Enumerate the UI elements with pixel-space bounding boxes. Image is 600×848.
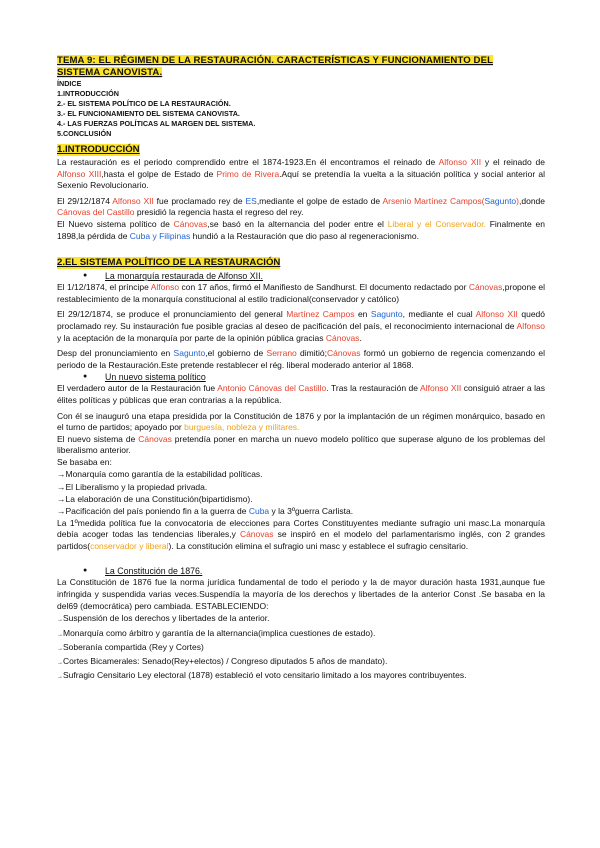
text-run: se inspiró en el modelo del parlamentarismo inglés, con 2 grandes partidos(	[57, 529, 545, 551]
text-run: El nuevo sistema de	[57, 433, 139, 444]
arrow-icon: →	[57, 617, 63, 624]
text-run: El 29/12/1874	[57, 195, 113, 206]
toc-item: 2.- EL SISTEMA POLÍTICO DE LA RESTAURACIÓN.	[57, 99, 231, 108]
section-sistema	[57, 252, 545, 684]
bullet-constitucion	[83, 565, 545, 577]
text-run: Desp del pronunciamiento en	[57, 348, 174, 359]
text-run: El 29/12/1874, se produce el pronunciamiento del general	[57, 309, 287, 320]
list-item	[57, 641, 545, 655]
text-run: consiguió atraer a las élites políticas y públicas que eran contrarias a la república.	[57, 383, 545, 405]
name-serrano: Serrano	[266, 348, 297, 359]
name-alfonso: Alfonso	[516, 320, 545, 331]
name-primo-de-rivera: Primo de Rivera	[216, 168, 280, 179]
text-run: ). La constitución elimina el sufragio uni masc y establece el sufragio censitario.	[168, 540, 469, 551]
place-cuba-filipinas: Cuba y Filipinas	[129, 230, 191, 241]
name-alfonso-xii: Alfonso XII	[438, 157, 482, 167]
text-run: Finalmente en 1898,la pérdida de	[57, 218, 545, 241]
sistema-paragraph-9: La Constitución de 1876 fue la norma jurídica fundamental de todo el periodo y la de mayor duración hasta 1931,aunque fue infringida y suspendida varias veces.Suspendía la mayoría de los derechos y libertades de la anterior Const .Se basaba en la del69 (democrática) pero cambiada. ESTABLECIENDO:	[57, 577, 545, 611]
title-line-1: TEMA 9: EL RÉGIMEN DE LA RESTAURACIÓN. CARACTERÍSTICAS Y FUNCIONAMIENTO DEL	[57, 55, 494, 66]
bullet-label: Un nuevo sistema político	[105, 372, 206, 383]
place-cuba: Cuba	[248, 506, 270, 517]
sistema-paragraph-2	[57, 309, 545, 344]
toc-item: 3.- EL FUNCIONAMIENTO DEL SISTEMA CANOVISTA.	[57, 109, 240, 118]
name-canovas: Cánovas	[468, 282, 503, 293]
text-run: La restauración es el periodo comprendido entre el 1874-1923.En él encontramos el reinado de	[57, 157, 439, 167]
name-canovas: Cánovas	[239, 529, 274, 540]
toc-item: 4.- LAS FUERZAS POLÍTICAS AL MARGEN DEL SISTEMA.	[57, 119, 256, 128]
name-canovas: Cánovas	[138, 433, 172, 444]
name-alfonso-xiii: Alfonso XIII	[57, 168, 102, 179]
table-of-contents	[57, 79, 545, 139]
list-item-text: Monarquía como árbitro y garantía de la alternancia(implica cuestiones de estado).	[63, 627, 376, 638]
list-item-text: Cortes Bicamerales: Senado(Rey+electos) / Congreso diputados 5 años de mandato).	[63, 656, 388, 667]
text-run: (	[481, 195, 485, 206]
name-canovas: Cánovas	[325, 332, 360, 343]
name-canovas: Cánovas	[173, 218, 208, 229]
text-run: .	[359, 332, 362, 343]
sistema-paragraph-8	[57, 518, 545, 553]
list-item: →Monarquía como garantía de la estabilidad políticas.	[57, 469, 263, 480]
place-es: ES	[245, 195, 257, 206]
section-heading-sistema-politico: 2.EL SISTEMA POLÍTICO DE LA RESTAURACIÓN	[57, 257, 281, 269]
bullet-label: La Constitución de 1876.	[105, 566, 203, 577]
document-content	[57, 55, 545, 684]
name-martinez-campos: Martínez Campos	[286, 309, 355, 320]
text-run: ,hasta el golpe de Estado de	[101, 168, 217, 179]
sistema-paragraph-4	[57, 383, 545, 406]
text-run: fue proclamado rey de	[153, 195, 246, 206]
text-run: con 17 años, firmó el Manifiesto de Sandhurst. El documento redactado por	[179, 282, 469, 293]
text-run: →Pacificación del país poniendo fin a la guerra de	[57, 506, 249, 517]
groups-text: burguesía, nobleza y militares.	[184, 422, 300, 433]
sistema-paragraph-3	[57, 348, 545, 371]
text-run: ,el gobierno de	[205, 348, 267, 359]
toc-item: 5.CONCLUSIÓN	[57, 129, 112, 138]
bullet-dot-icon: ●	[83, 272, 88, 280]
intro-paragraph-1	[57, 157, 545, 192]
text-run: ,se basó en la alternancia del poder entre el	[207, 218, 388, 229]
text-run: La 1ºmedida política fue la convocatoria de elecciones para Cortes Constituyentes mediante sufragio uni masc.La monarquía debía acoger todas las tendencias liberales,y	[57, 517, 545, 540]
text-run: ,propone el restablecimiento de la monarquía constitucional al estilo tradicional(conservador y católico)	[57, 282, 545, 304]
list-item-text: Soberanía compartida (Rey y Cortes)	[63, 641, 204, 652]
sistema-paragraph-6	[57, 434, 545, 457]
list-item	[57, 505, 545, 517]
text-run: . Tras la restauración de	[326, 383, 421, 394]
name-alfonso: Alfonso	[150, 282, 180, 293]
sistema-paragraph-1	[57, 282, 545, 305]
text-run: quedó proclamado rey. Su instauración fue posible gracias al deseo de pacificación del país, el reconocimiento internacional de	[57, 309, 546, 331]
list-item	[57, 627, 545, 641]
intro-paragraph-2	[57, 196, 545, 219]
name-alfonso-xii: Alfonso XII	[475, 309, 518, 320]
text-run: dimitió;	[296, 348, 327, 359]
place-sagunto: Sagunto	[173, 348, 206, 359]
name-alfonso-xii: Alfonso XII	[420, 383, 462, 394]
text-run: y la 3ºguerra Carlista.	[269, 506, 354, 517]
text-run: Con él se inauguró una etapa presidida por la Constitución de 1876 y por la implantación de un régimen monárquico, basado en el turno de partidos; apoyado por	[57, 410, 545, 433]
text-run: El Nuevo sistema político de	[57, 218, 174, 229]
text-run: .Aquí se pretendía la vuelta a la situación política y social anterior al Sexenio Revolucionario.	[57, 168, 546, 191]
text-run: hundió a la Restauración que dio paso al regeneracionismo.	[190, 230, 419, 241]
document-title	[57, 55, 545, 79]
name-alfonso-xii: Alfonso XII	[112, 195, 154, 206]
text-run: y el reinado de	[481, 157, 545, 167]
section-heading-introduccion: 1.INTRODUCCIÓN	[57, 144, 140, 155]
bullet-dot-icon: ●	[83, 567, 88, 575]
arrow-icon: →	[57, 660, 63, 667]
text-run: , mediante el cual	[402, 309, 476, 320]
name-antonio-canovas: Antonio Cánovas del Castillo	[217, 383, 327, 394]
list-item	[57, 655, 545, 669]
text-run: El 1/12/1874, el príncipe	[57, 282, 151, 293]
list-item	[57, 612, 545, 626]
parties-text: Liberal y el Conservador.	[387, 218, 486, 229]
sistema-paragraph-5	[57, 411, 545, 434]
list-item: →La elaboración de una Constitución(bipartidismo).	[57, 494, 253, 505]
text-run: ,donde	[519, 195, 545, 206]
title-line-2: SISTEMA CANOVISTA.	[57, 67, 163, 78]
name-canovas: Cánovas	[326, 348, 361, 359]
intro-paragraph-3	[57, 219, 545, 242]
text-run: ,mediante el golpe de estado de	[256, 195, 383, 206]
text-run: formó un gobierno de regencia comenzando el periodo de la Restauración.Este pretende restablecer el rég. liberal moderado anterior al 1868.	[57, 348, 545, 370]
bullet-dot-icon: ●	[83, 373, 88, 381]
name-martinez-campos: Arsenio Martínez Campos	[382, 195, 482, 206]
text-run: presidió la regencia hasta el regreso del rey.	[134, 207, 304, 218]
text-run: )	[516, 195, 519, 206]
arrow-icon: →	[57, 631, 63, 638]
text-run: en	[354, 309, 371, 320]
bullet-monarquia	[83, 270, 545, 282]
toc-heading: ÍNDICE	[57, 79, 82, 88]
text-run: pretendía poner en marcha un nuevo modelo político que superase alguno de los problemas del liberalismo anterior.	[57, 433, 545, 456]
bullet-label: La monarquía restaurada de Alfonso XII.	[105, 271, 263, 282]
toc-item: 1.INTRODUCCIÓN	[57, 89, 119, 98]
name-canovas: Cánovas del Castillo	[57, 207, 135, 218]
list-item	[57, 669, 545, 683]
list-item-text: Suspensión de los derechos y libertades de la anterior.	[63, 613, 270, 624]
parties-text: conservador y liberal	[90, 540, 169, 551]
list-item-text: Sufragio Censitario Ley electoral (1878) estableció el voto censitario limitado a los mayores contribuyentes.	[63, 670, 467, 681]
bullet-nuevo-sistema	[83, 371, 545, 383]
text-run: El verdadero autor de la Restauración fue	[57, 383, 218, 394]
arrow-icon: →	[57, 674, 63, 681]
place-sagunto: Sagunto	[484, 195, 517, 206]
list-item: →El Liberalismo y la propiedad privada.	[57, 481, 208, 492]
text-run: y la aceptación de la monarquía por parte de la opinión pública gracias	[57, 332, 326, 343]
sistema-paragraph-7: Se basaba en:	[57, 456, 112, 467]
arrow-icon: →	[57, 645, 63, 652]
place-sagunto: Sagunto	[370, 309, 403, 320]
